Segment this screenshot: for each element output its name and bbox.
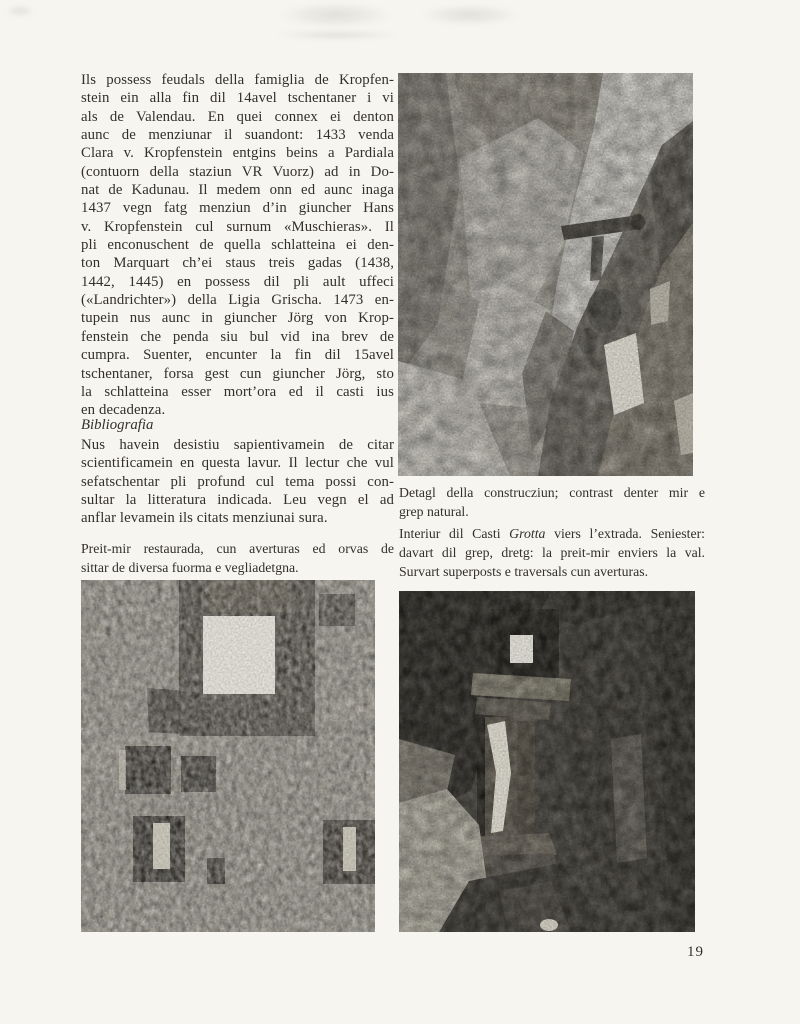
caption-interior [399, 524, 705, 582]
caption-restored-wall [81, 539, 394, 577]
text-line: (contuorn della staziun VR Vuorz) ad in Do- [81, 163, 394, 180]
figure-restored-wall [81, 580, 375, 932]
text-line: pli enconuschent de quella schlatteina ei den- [81, 237, 394, 254]
text-line: fenstein che penda siu bul vid ina brev de [81, 328, 394, 345]
text-line: 1437 vegn fatg menziun d’in giuncher Hans [81, 200, 394, 217]
text-line: cumpra. Suenter, encunter la fin dil 15avel [81, 347, 394, 364]
text-line: aunc de menziunar il suandont: 1433 venda [81, 127, 394, 144]
text-line: («Landrichter») della Ligia Grischa. 1473 en- [81, 292, 394, 309]
scan-smudge [278, 2, 393, 28]
scan-smudge [272, 30, 402, 40]
text-line: stein ein alla fin dil 14avel tschentaner i vi [81, 90, 394, 107]
figure-construction-detail [398, 73, 693, 476]
bibliography-paragraph [81, 436, 394, 528]
text-line: anflar levamein ils citats menziunai sura. [81, 510, 328, 527]
caption-construction-detail [399, 483, 705, 521]
scan-smudge [5, 5, 35, 17]
text-line: sittar de diversa fuorma e vegliadetgna. [81, 560, 299, 576]
text-line: v. Kropfenstein cul surnum «Muschieras». Il [81, 218, 394, 235]
text-line: Clara v. Kropfenstein entgins beins a Pardiala [81, 145, 394, 162]
text-line: scientificamein en questa lavur. Il lectur che vul [81, 455, 394, 472]
caption-text-segment: viers l’extrada. Seniester: [545, 526, 705, 541]
text-line: nat de Kadunau. Il medem onn ed aunc inaga [81, 182, 394, 199]
text-line: als de Valendau. En quei connex ei denton [81, 108, 394, 125]
text-line: en decadenza. [81, 402, 166, 419]
text-line [399, 524, 705, 543]
text-line: tupein nus aunc in giuncher Jörg von Krop- [81, 310, 394, 327]
italic-castle-name: Grotta [509, 526, 546, 541]
text-line: sultar la litteratura indicada. Leu vegn el ad [81, 492, 394, 509]
photo-restored-wall [81, 580, 375, 932]
scan-smudge [420, 4, 520, 26]
text-line: ton Marquart ch’ei staus treis gadas (1438, [81, 255, 394, 272]
photo-construction-detail [398, 73, 693, 476]
page-number: 19 [687, 944, 704, 960]
text-line: 1442, 1445) en possess dil pli ault uffeci [81, 273, 394, 290]
bibliography-heading: Bibliografia [81, 417, 154, 433]
text-line: davart dil grep, dretg: la preit-mir enviers la val. [399, 545, 705, 561]
figure-interior-passage [399, 591, 695, 932]
text-line: sefatschentar pli profund cul tema possi con- [81, 473, 394, 490]
text-line: Preit-mir restaurada, cun averturas ed orvas de [81, 541, 394, 556]
text-line: Ils possess feudals della famiglia de Kropfen- [81, 72, 394, 88]
photo-interior-passage [399, 591, 695, 932]
caption-text-segment: Interiur dil Casti [399, 526, 510, 541]
text-line: Nus havein desistiu sapientivamein de citar [81, 437, 394, 453]
text-line: Detagl della construcziun; contrast denter mir e [399, 485, 705, 500]
main-paragraph [81, 71, 394, 420]
text-line: Survart superposts e traversals cun averturas. [399, 564, 649, 580]
text-line: tschentaner, forsa gest cun giuncher Jörg, sto [81, 365, 394, 382]
text-line: la schlatteina esser mort’ora ed il casti ius [81, 383, 394, 400]
text-line: grep natural. [399, 504, 469, 520]
